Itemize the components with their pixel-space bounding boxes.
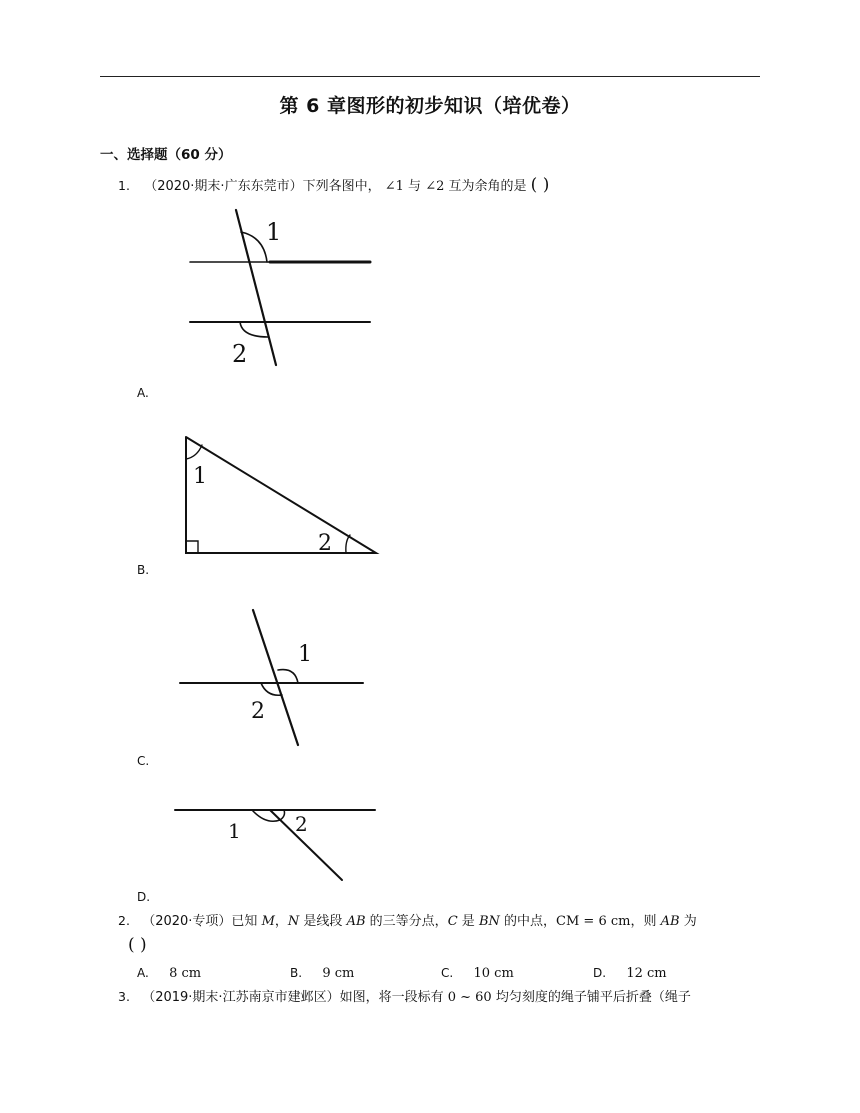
figure-option-b — [180, 433, 380, 558]
question-text: 是 — [461, 914, 475, 929]
figure-a-label-1: 1 — [266, 218, 282, 246]
question-text: 均匀刻度的绳子铺平后折叠（绳子 — [495, 990, 691, 1005]
figure-b-label-2: 2 — [318, 531, 332, 556]
equation-cm: CM = 6 cm — [556, 914, 631, 929]
question-number: 2. — [118, 913, 130, 928]
question-text: 的三等分点， — [369, 914, 448, 929]
answer-blank: ( ) — [128, 935, 147, 955]
angle-2-symbol: ∠2 — [425, 179, 445, 194]
figure-d-label-2: 2 — [295, 812, 308, 836]
header-rule — [100, 76, 760, 77]
question-text: （2020·期末·广东东莞市）下列各图中， — [144, 179, 381, 194]
question-text: 为 — [683, 914, 697, 929]
point-m: M — [261, 914, 275, 929]
q2-option-a: A. 8 cm — [137, 966, 202, 981]
question-text: （2020·专项）已知 — [142, 914, 258, 929]
figure-a-label-2: 2 — [232, 340, 248, 368]
segment-ab: AB — [346, 914, 366, 929]
figure-option-a — [180, 205, 380, 375]
range-text: 0 ~ 60 — [447, 990, 492, 1005]
point-n: N — [287, 914, 300, 929]
q2-option-d: D. 12 cm — [593, 966, 667, 981]
option-a-label: A. — [137, 386, 149, 400]
segment-ab: AB — [660, 914, 680, 929]
question-3 — [118, 988, 691, 1007]
point-c: C — [447, 914, 458, 929]
question-text: （2019·期末·江苏南京市建邺区）如图，将一段标有 — [142, 990, 444, 1005]
question-text: ， — [274, 914, 288, 929]
answer-blank: ( ) — [530, 175, 550, 195]
section-heading: 一、选择题（60 分） — [100, 147, 232, 163]
page-title: 第 6 章图形的初步知识（培优卷） — [279, 95, 581, 117]
question-text: 与 — [408, 179, 422, 194]
question-text: 是线段 — [303, 914, 343, 929]
question-text: 的中点， — [504, 914, 557, 929]
figure-c-label-1: 1 — [298, 642, 312, 667]
question-1 — [118, 176, 549, 196]
option-b-label: B. — [137, 563, 150, 577]
q2-option-c: C. 10 cm — [441, 966, 514, 981]
segment-bn: BN — [478, 914, 500, 929]
q2-option-b: B. 9 cm — [290, 966, 355, 981]
question-number: 1. — [118, 178, 130, 193]
figure-c-label-2: 2 — [251, 699, 265, 724]
figure-d-label-1: 1 — [228, 819, 241, 843]
question-text: ，则 — [630, 914, 657, 929]
question-text: 互为余角的是 — [448, 179, 527, 194]
question-number: 3. — [118, 989, 130, 1004]
figure-option-d — [170, 798, 380, 888]
figure-b-label-1: 1 — [193, 464, 207, 489]
option-d-label: D. — [137, 890, 151, 904]
figure-option-c — [175, 605, 370, 750]
angle-1-symbol: ∠1 — [384, 179, 404, 194]
option-c-label: C. — [137, 754, 150, 768]
question-2 — [118, 912, 697, 931]
